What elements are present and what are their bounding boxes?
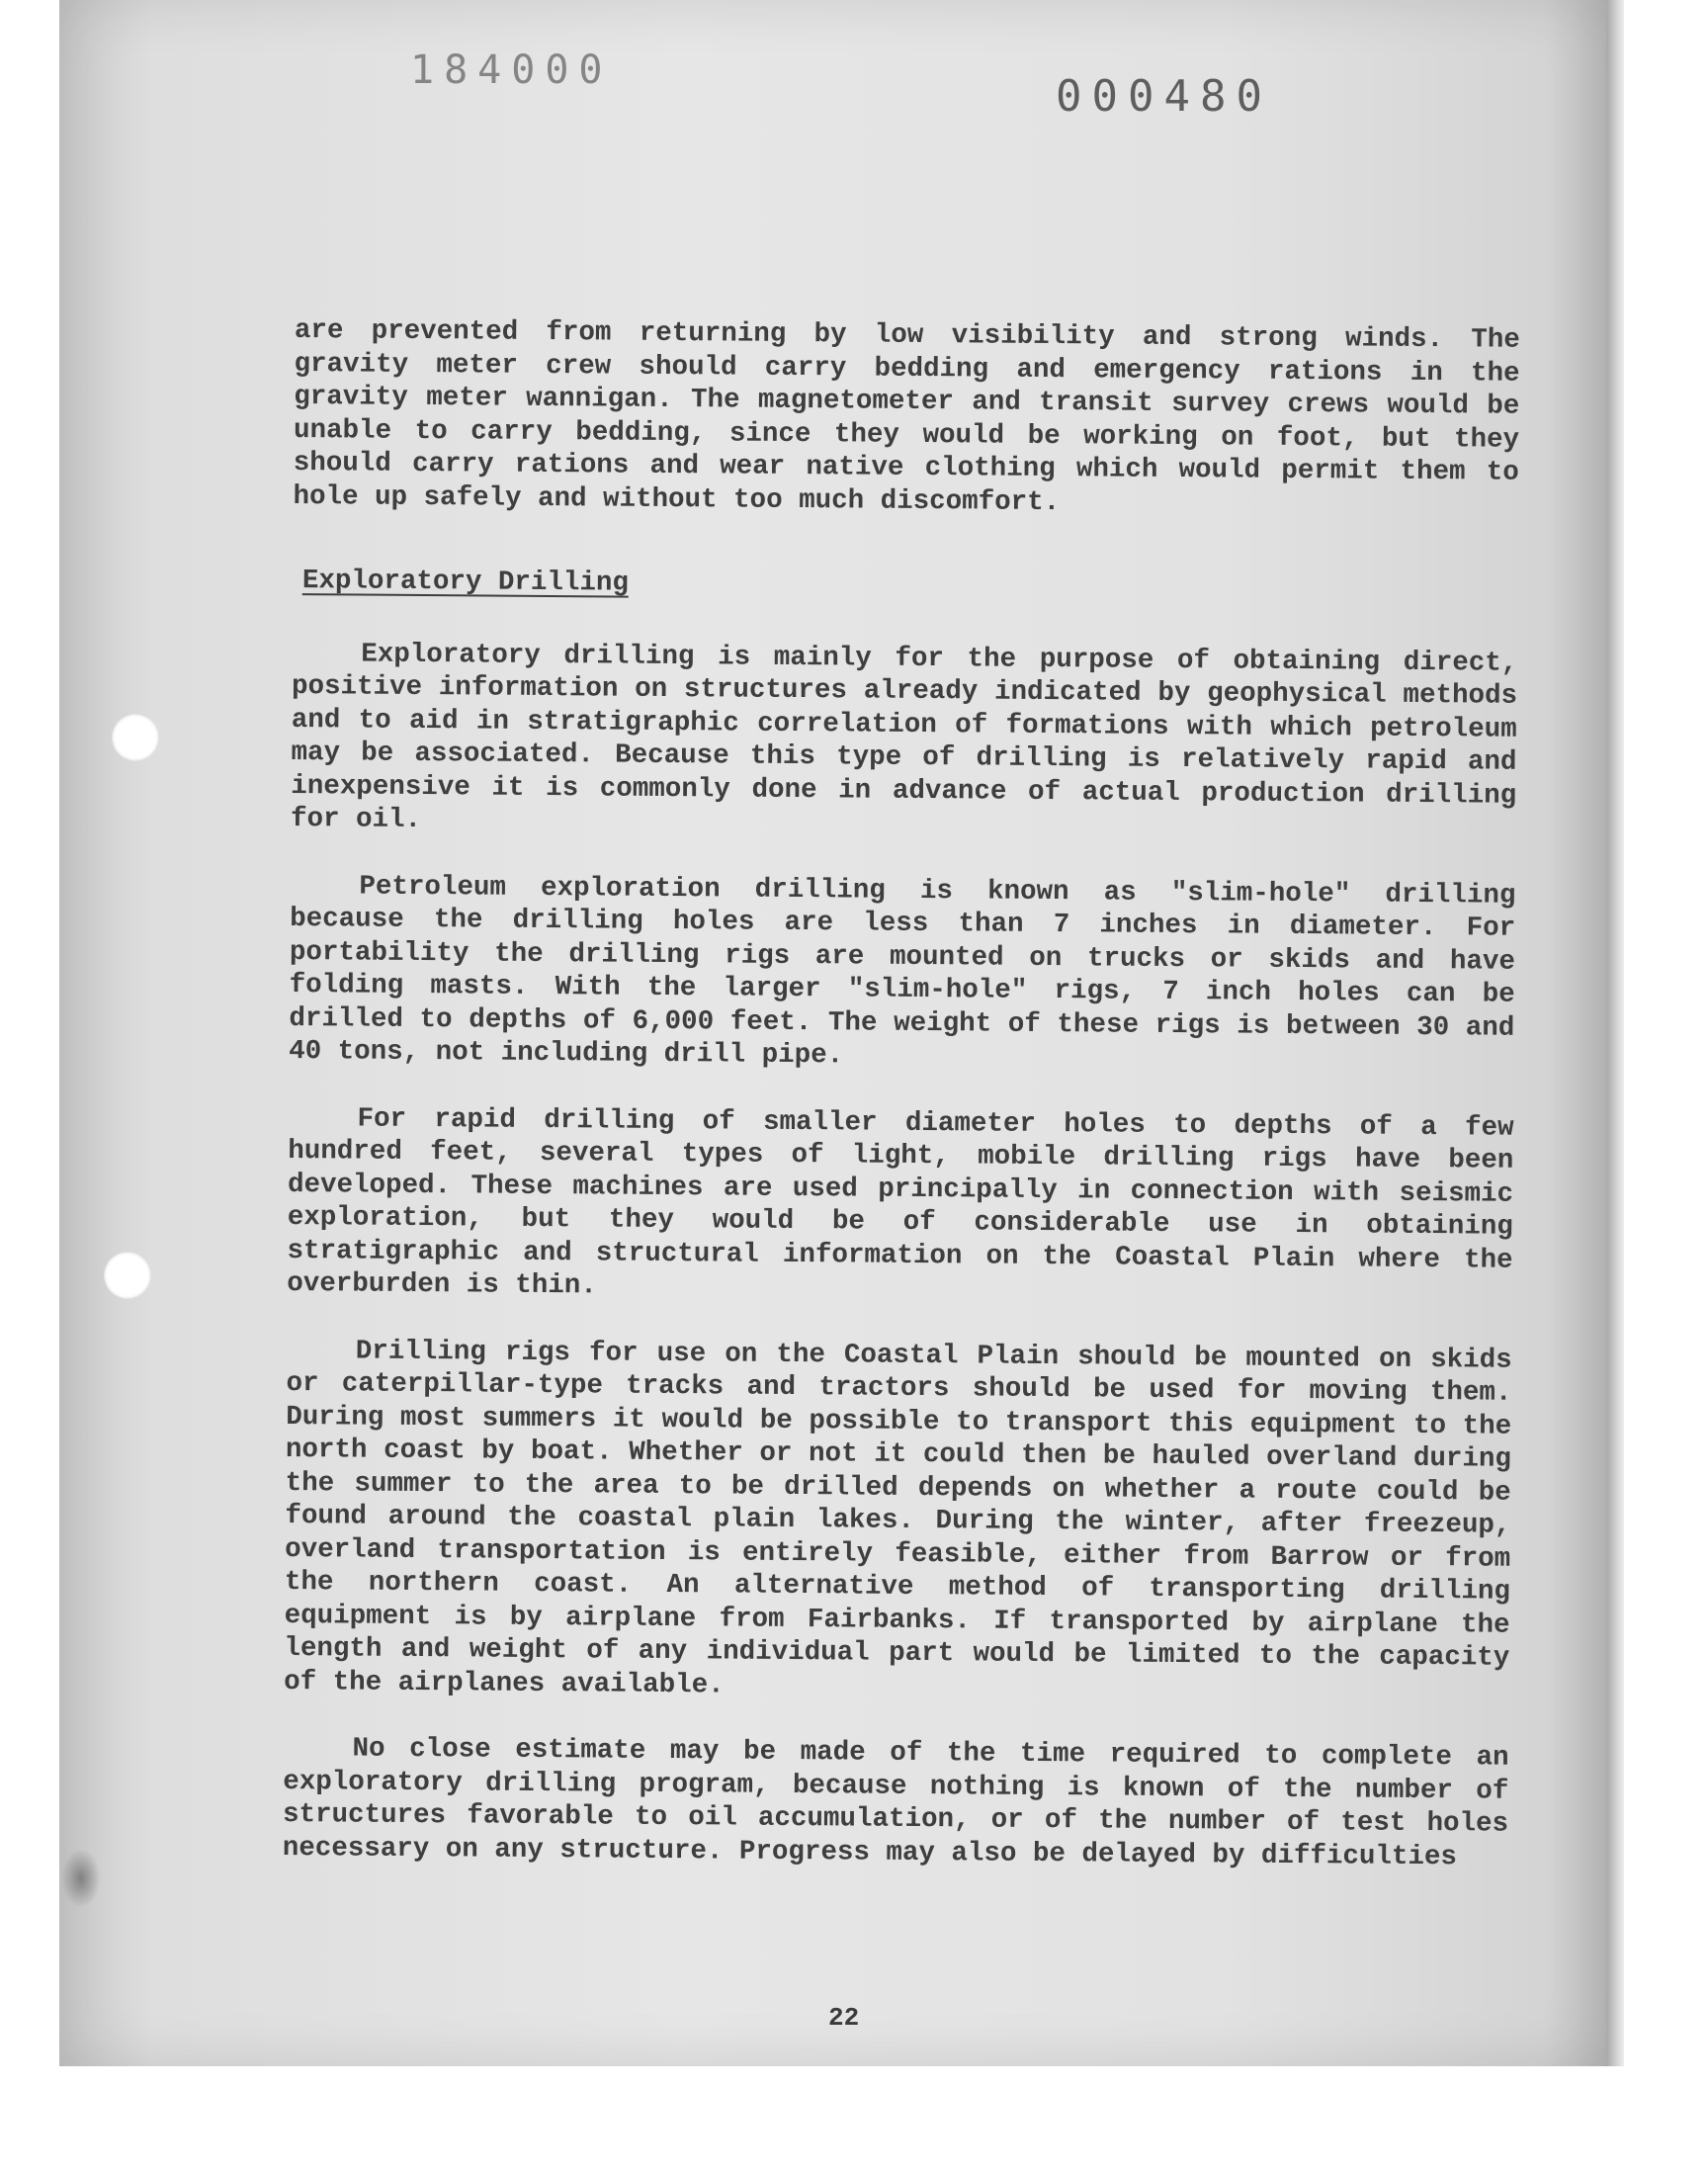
- ink-smudge: [61, 1849, 101, 1908]
- paragraph-continuation: are prevented from returning by low visibility and strong winds. The gravity meter crew should carry bedding and emergency rations in the gravity meter wannigan. The magnetometer and transit survey crews would be unable to carry bedding, since they would be working on foot, but they should carry rations and wear native clothing which would permit them to hole up safely and without too much discomfort.: [293, 314, 1520, 518]
- punch-hole-top: [112, 714, 159, 761]
- paragraph-time-estimate: No close estimate may be made of the time required to complete an exploratory drilling program, because nothing is known of the number of structures favorable to oil accumulation, or of the number of test holes necessary on any structure. Progress may also be delayed by difficulties: [282, 1733, 1509, 1872]
- paragraph-light-rigs: For rapid drilling of smaller diameter holes to depths of a few hundred feet, several types of light, mobile drilling rigs have been developed. These machines are used principally in connection with seismic exploration, but they would be of considerable use in obtaining stratigraphic and structural information on the Coastal Plain where the overburden is thin.: [287, 1103, 1514, 1302]
- stamp-number-right: 000480: [1056, 71, 1272, 122]
- stamp-number-left: 184000: [410, 47, 613, 93]
- section-heading: Exploratory Drilling: [301, 566, 630, 599]
- page-number: 22: [828, 2003, 860, 2033]
- paragraph-coastal-plain-rigs: Drilling rigs for use on the Coastal Plain should be mounted on skids or caterpillar-type tracks and tractors should be used for moving them. During most summers it would be possible to transport this equipment to the north coast by boat. Whether or not it could then be hauled overland during the summer to the area to be drilled depends on whether a route could be found around the coastal plain lakes. During the winter, after freezeup, overland transportation is entirely feasible, either from Barrow or from the northern coast. An alternative method of transporting drilling equipment is by airplane from Fairbanks. If transported by airplane the length and weight of any individual part would be limited to the capacity of the airplanes available.: [284, 1336, 1512, 1700]
- punch-hole-bottom: [104, 1252, 151, 1299]
- document-body: [282, 314, 1520, 1908]
- page-edge-shadow: [1606, 0, 1624, 2066]
- paragraph-exploratory-drilling: Exploratory drilling is mainly for the purpose of obtaining direct, positive information on structures already indicated by geophysical methods and to aid in stratigraphic correlation of formations with which petroleum may be associated. Because this type of drilling is relatively rapid and inexpensive it is commonly done in advance of actual production drilling for oil.: [290, 639, 1518, 836]
- paragraph-slim-hole: Petroleum exploration drilling is known as "slim-hole" drilling because the drilling holes are less than 7 inches in diameter. For portability the drilling rigs are mounted on trucks or skids and have folding masts. With the larger "slim-hole" rigs, 7 inch holes can be drilled to depths of 6,000 feet. The weight of these rigs is between 30 and 40 tons, not including drill pipe.: [289, 871, 1516, 1072]
